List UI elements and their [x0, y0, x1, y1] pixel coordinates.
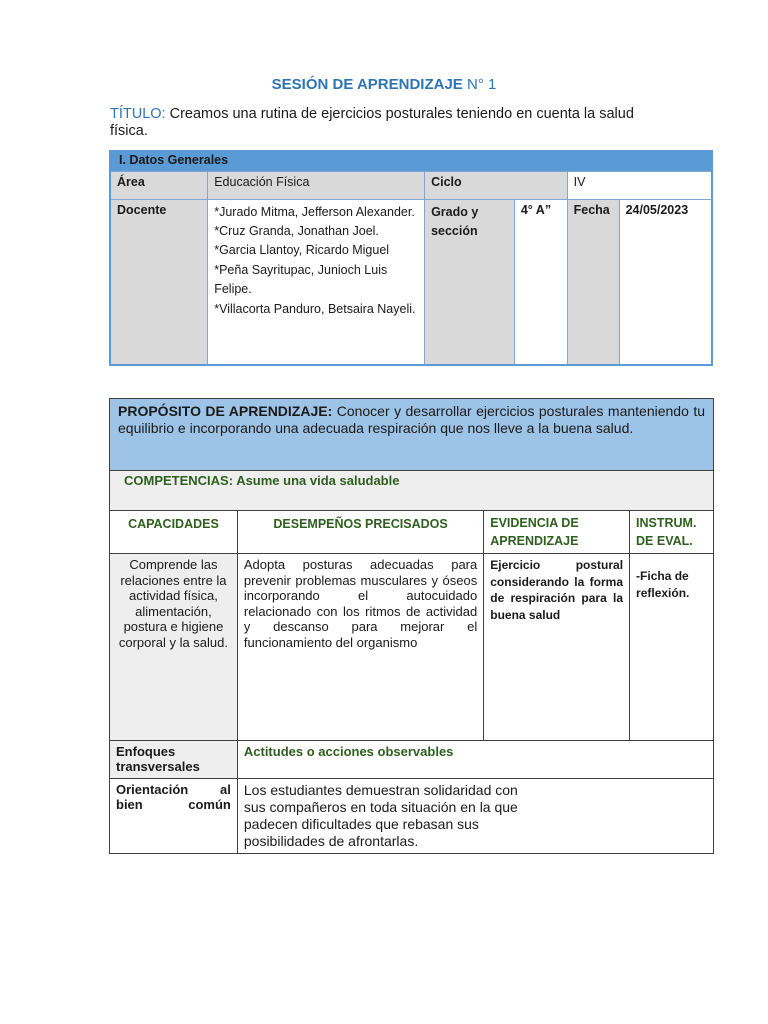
ciclo-label: Ciclo — [425, 171, 568, 199]
grado-label: Grado y sección — [425, 199, 515, 365]
header-instrumento: INSTRUM. DE EVAL. — [630, 511, 714, 554]
docente-item: *Cruz Granda, Jonathan Joel. — [214, 223, 379, 238]
instrumento-cell: -Ficha de reflexión. — [630, 554, 714, 741]
page-title-number: N° 1 — [462, 76, 497, 93]
docente-item: *Peña Sayritupac, Junioch Luis Felipe. — [214, 262, 388, 297]
page-title-main: SESIÓN DE APRENDIZAJE — [271, 76, 463, 93]
orientacion-label: Orientación al bien común — [110, 779, 238, 854]
competencias: COMPETENCIAS: Asume una vida saludable — [110, 471, 714, 511]
proposito-table — [109, 398, 714, 854]
desempeno-cell: Adopta posturas adecuadas para prevenir problemas musculares y óseos incorporando el autocuidado relacionado con los ritmos de actividad y descanso para mejorar el funcionamiento del organismo — [237, 554, 483, 741]
area-label: Área — [110, 171, 208, 199]
orientacion-text-body: Los estudiantes demuestran solidaridad con sus compañeros en toda situación en la que padecen dificultades que rebasan sus posibilidades de afrontarlas. — [243, 782, 518, 849]
fecha-label: Fecha — [567, 199, 619, 365]
evidencia-cell: Ejercicio postural considerando la forma de respiración para la buena salud — [484, 554, 630, 741]
header-capacidades: CAPACIDADES — [110, 511, 238, 554]
datos-generales-table — [109, 150, 713, 366]
grado-value: 4° A” — [514, 199, 567, 365]
header-desempenos: DESEMPEÑOS PRECISADOS — [237, 511, 483, 554]
proposito-label: PROPÓSITO DE APRENDIZAJE: — [118, 403, 333, 419]
enfoques-label: Enfoques transversales — [110, 741, 238, 779]
titulo-label: TÍTULO: — [110, 106, 166, 122]
docente-list — [208, 199, 425, 365]
proposito-text: Conocer y desarrollar ejercicios posturales manteniendo tu equilibrio e incorporando una adecuada respiración que nos lleve a la buena salud. — [118, 403, 705, 436]
header-evidencia: EVIDENCIA DE APRENDIZAJE — [484, 511, 630, 554]
titulo-text: Creamos una rutina de ejercicios posturales teniendo en cuenta la salud física. — [110, 106, 634, 139]
docente-item: *Villacorta Panduro, Betsaira Nayeli. — [214, 301, 416, 316]
proposito-cell — [110, 399, 714, 471]
page-title — [0, 76, 768, 93]
fecha-value: 24/05/2023 — [619, 199, 712, 365]
docente-item: *Jurado Mitma, Jefferson Alexander. — [214, 204, 415, 219]
capacidad-cell: Comprende las relaciones entre la actividad física, alimentación, postura e higiene corporal y la salud. — [110, 554, 238, 741]
orientacion-text — [237, 779, 713, 854]
docente-label: Docente — [110, 199, 208, 365]
area-value: Educación Física — [208, 171, 425, 199]
ciclo-value: IV — [567, 171, 712, 199]
actitudes-header: Actitudes o acciones observables — [237, 741, 713, 779]
section-header: I. Datos Generales — [110, 151, 712, 171]
session-title — [110, 106, 650, 140]
docente-item: *Garcia Llantoy, Ricardo Miguel — [214, 243, 390, 258]
